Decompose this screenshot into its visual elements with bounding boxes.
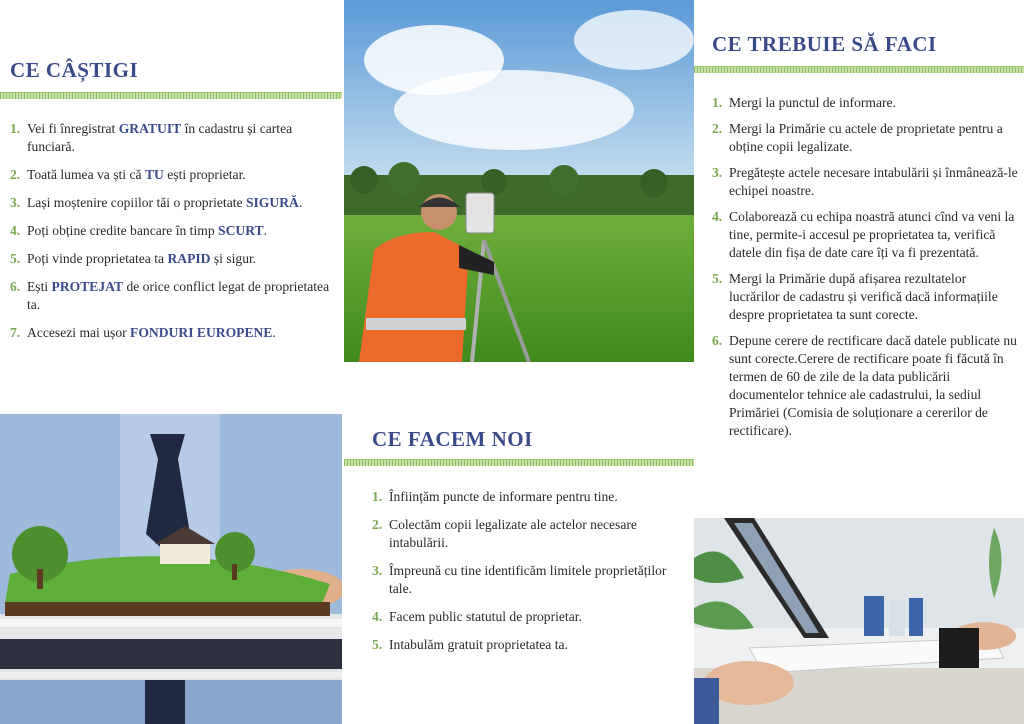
facem-item (372, 608, 672, 626)
trebuie-item (712, 270, 1018, 324)
item-number: 5. (712, 271, 723, 286)
item-text: Facem public statutul de proprietar. (389, 609, 582, 624)
item-text: Vei fi înregistrat (27, 121, 119, 136)
castigi-item (10, 324, 335, 342)
item-number: 6. (10, 279, 21, 294)
item-number: 4. (712, 209, 723, 224)
item-number: 1. (372, 489, 383, 504)
surveyor-photo (344, 0, 694, 362)
item-text: Poți obține credite bancare în timp (27, 223, 219, 238)
item-text: Colaborează cu echipa noastră atunci cînd va veni la tine, permite-i accesul pe proprietatea ta, verifică datele din fișa de date care îți va fi prezentată. (729, 209, 1015, 260)
item-highlight: FONDURI EUROPENE (130, 325, 273, 340)
facem-item (372, 516, 672, 552)
item-highlight: TU (144, 167, 164, 182)
item-highlight: GRATUIT (118, 121, 182, 136)
laptop-photo (694, 518, 1024, 724)
trebuie-item (712, 120, 1018, 156)
facem-item (372, 636, 672, 654)
item-number: 4. (10, 223, 21, 238)
item-number: 5. (372, 637, 383, 652)
facem-heading: CE FACEM NOI (372, 427, 533, 451)
item-text-end: . (272, 325, 276, 340)
item-text-end: de orice conflict legat de proprietatea ta. (27, 279, 330, 312)
item-text: Toată lumea va ști că (27, 167, 145, 182)
item-number: 2. (372, 517, 383, 532)
item-text: Lași moștenire copiilor tăi o proprietate (27, 195, 246, 210)
item-number: 2. (10, 167, 21, 182)
item-number: 3. (10, 195, 21, 210)
facem-list (372, 488, 672, 664)
item-number: 3. (712, 165, 723, 180)
item-number: 5. (10, 251, 21, 266)
trebuie-heading: CE TREBUIE SĂ FACI (712, 32, 937, 56)
castigi-list (10, 120, 335, 352)
facem-item (372, 562, 672, 598)
item-number: 3. (372, 563, 383, 578)
item-text: Accesezi mai ușor (27, 325, 131, 340)
item-text: Mergi la Primărie cu actele de proprietate pentru a obține copii legalizate. (729, 121, 1003, 154)
castigi-divider (0, 92, 342, 99)
item-text-end: și sigur. (210, 251, 257, 266)
item-highlight: SCURT (218, 223, 264, 238)
item-text-end: . (298, 195, 303, 210)
castigi-item (10, 222, 335, 240)
item-text: Împreună cu tine identificăm limitele proprietăților tale. (389, 563, 667, 596)
castigi-item (10, 194, 335, 212)
item-text: Ești (27, 279, 52, 294)
trebuie-item (712, 208, 1018, 262)
item-highlight: RAPID (167, 251, 211, 266)
item-text: Mergi la punctul de informare. (729, 95, 896, 110)
item-highlight: PROTEJAT (51, 279, 124, 294)
item-highlight: SIGURĂ (245, 195, 299, 210)
item-text: Poți vinde proprietatea ta (27, 251, 168, 266)
item-text: Intabulăm gratuit proprietatea ta. (389, 637, 568, 652)
property-photo (0, 414, 342, 724)
item-text-end: . (263, 223, 268, 238)
item-number: 1. (712, 95, 723, 110)
item-text: Înființăm puncte de informare pentru tine. (389, 489, 618, 504)
item-text-end: ești proprietar. (163, 167, 246, 182)
trebuie-item (712, 332, 1018, 440)
item-number: 2. (712, 121, 723, 136)
trebuie-item (712, 164, 1018, 200)
castigi-item (10, 278, 335, 314)
item-text: Colectăm copii legalizate ale actelor necesare intabulării. (389, 517, 637, 550)
trebuie-item (712, 94, 1018, 112)
facem-item (372, 488, 672, 506)
item-number: 1. (10, 121, 21, 136)
facem-divider (344, 459, 694, 466)
castigi-item (10, 120, 335, 156)
item-text: Pregătește actele necesare intabulării și înmânează-le echipei noastre. (729, 165, 1018, 198)
item-number: 6. (712, 333, 723, 348)
item-text: Depune cerere de rectificare dacă datele publicate nu sunt corecte.Cerere de rectificare poate fi făcută în termen de 60 de zile de la data publicării documentelor tehnice ale cadastrului, la sediul Primăriei (Comisia de soluționare a cererilor de rectificare). (729, 333, 1017, 438)
item-text-end: în cadastru și cartea funciară. (27, 121, 293, 154)
castigi-heading: CE CÂȘTIGI (10, 58, 139, 82)
item-number: 7. (10, 325, 21, 340)
castigi-item (10, 250, 335, 268)
item-text: Mergi la Primărie după afișarea rezultatelor lucrărilor de cadastru și verifică dacă informațiile despre proprietatea ta sunt corecte. (729, 271, 998, 322)
castigi-item (10, 166, 335, 184)
trebuie-list (712, 94, 1018, 448)
trebuie-divider (694, 66, 1024, 73)
item-number: 4. (372, 609, 383, 624)
